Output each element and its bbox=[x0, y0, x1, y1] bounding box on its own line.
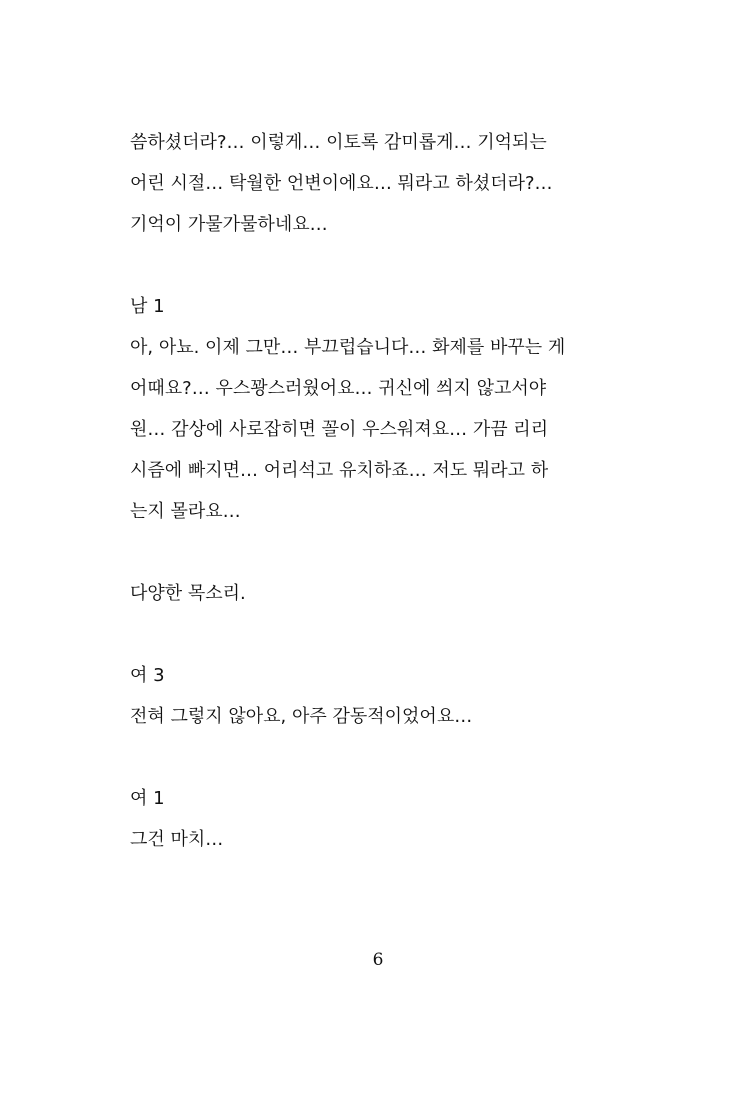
paragraph-stage-direction bbox=[130, 573, 610, 614]
stage-direction: 다양한 목소리. bbox=[130, 583, 246, 604]
paragraph-gap bbox=[130, 614, 610, 655]
page-number: 6 bbox=[372, 950, 384, 970]
paragraph-gap bbox=[130, 737, 610, 778]
text-line: 시즘에 빠지면… 어리석고 유치하죠… 저도 뭐라고 하 bbox=[130, 460, 549, 481]
text-line: 어때요?… 우스꽝스러웠어요… 귀신에 씌지 않고서야 bbox=[130, 378, 547, 399]
text-line: 전혀 그렇지 않아요, 아주 감동적이었어요… bbox=[130, 706, 473, 727]
text-line: 아, 아뇨. 이제 그만… 부끄럽습니다… 화제를 바꾸는 게 bbox=[130, 337, 566, 358]
text-line: 그건 마치… bbox=[130, 829, 224, 850]
paragraph-continued-speech bbox=[130, 122, 610, 245]
text-line: 는지 몰라요… bbox=[130, 501, 241, 522]
body-text bbox=[130, 122, 610, 860]
speaker-label: 여 1 bbox=[130, 788, 165, 809]
text-line: 기억이 가물가물하네요… bbox=[130, 214, 328, 235]
speaker-label: 남 1 bbox=[130, 296, 165, 317]
text-line: 씀하셨더라?… 이렇게… 이토록 감미롭게… 기억되는 bbox=[130, 132, 547, 153]
speaker-label: 여 3 bbox=[130, 665, 165, 686]
paragraph-woman3 bbox=[130, 655, 610, 737]
paragraph-man1 bbox=[130, 286, 610, 532]
paragraph-woman1 bbox=[130, 778, 610, 860]
text-line: 어린 시절… 탁월한 언변이에요… 뭐라고 하셨더라?… bbox=[130, 173, 553, 194]
paragraph-gap bbox=[130, 532, 610, 573]
text-line: 원… 감상에 사로잡히면 꼴이 우스워져요… 가끔 리리 bbox=[130, 419, 549, 440]
paragraph-gap bbox=[130, 245, 610, 286]
